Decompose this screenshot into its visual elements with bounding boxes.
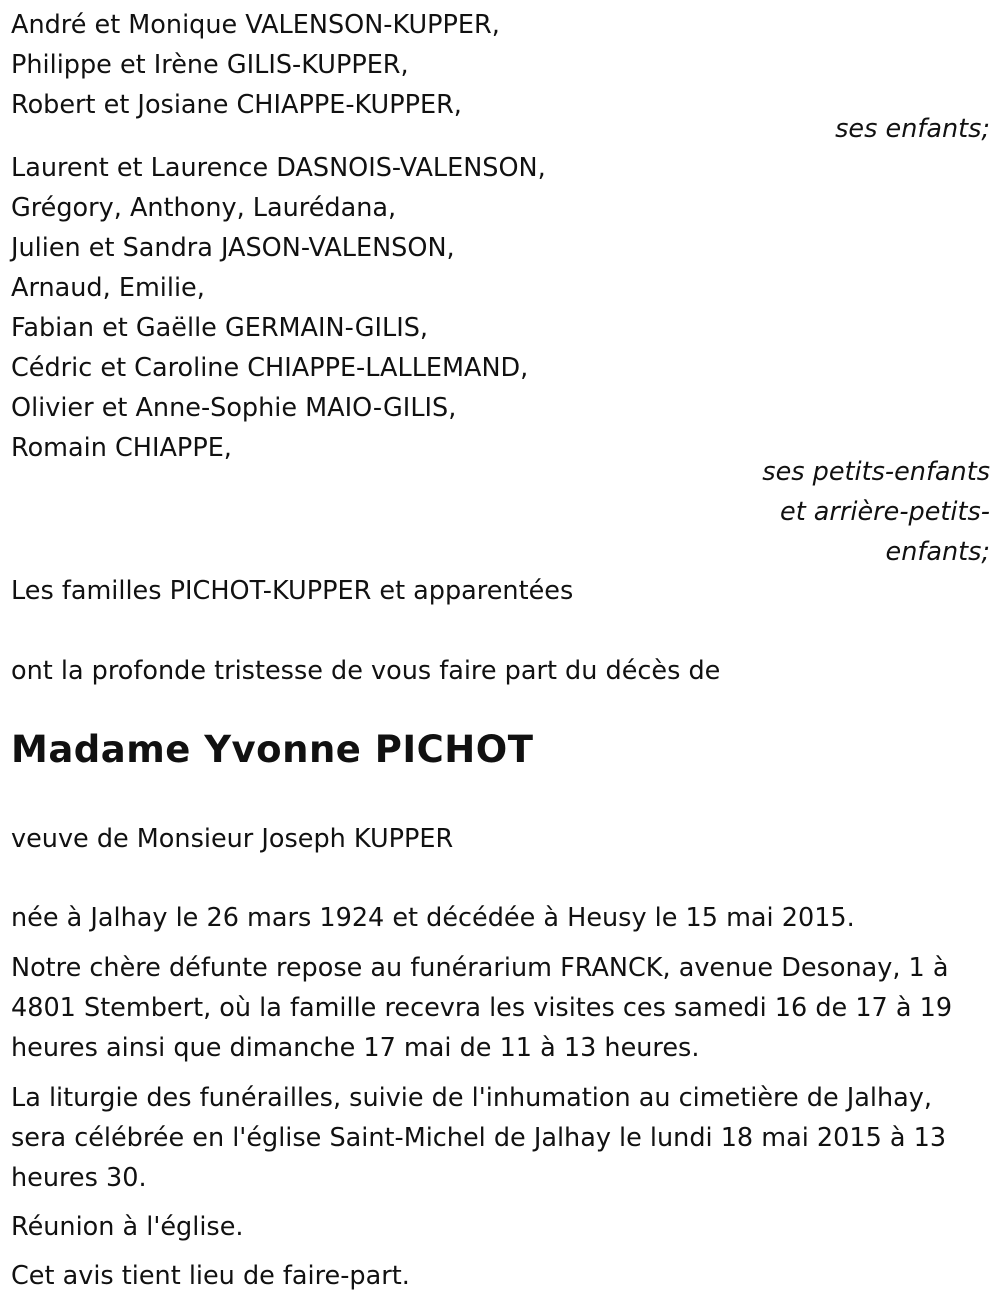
- liturgy-line: heures 30.: [11, 1163, 147, 1193]
- grandchild-line: Romain CHIAPPE,: [11, 433, 232, 463]
- child-line: Robert et Josiane CHIAPPE-KUPPER,: [11, 90, 462, 120]
- grandchildren-caption: ses petits-enfants: [762, 457, 990, 487]
- grandchildren-caption: et arrière-petits-: [780, 497, 990, 527]
- grandchild-line: Fabian et Gaëlle GERMAIN-GILIS,: [11, 313, 429, 343]
- grandchild-line: Cédric et Caroline CHIAPPE-LALLEMAND,: [11, 353, 529, 383]
- liturgy-line: sera célébrée en l'église Saint-Michel de Jalhay le lundi 18 mai 2015 à 13: [11, 1123, 947, 1153]
- notice-line: Cet avis tient lieu de faire-part.: [11, 1261, 410, 1291]
- visitation-line: Notre chère défunte repose au funérarium FRANCK, avenue Desonay, 1 à: [11, 953, 949, 983]
- children-caption: ses enfants;: [835, 114, 990, 144]
- grandchild-line: Olivier et Anne-Sophie MAIO-GILIS,: [11, 393, 457, 423]
- grandchild-line: Grégory, Anthony, Laurédana,: [11, 193, 397, 223]
- widow-of-line: veuve de Monsieur Joseph KUPPER: [11, 824, 454, 854]
- reunion-line: Réunion à l'église.: [11, 1212, 244, 1242]
- grandchild-line: Julien et Sandra JASON-VALENSON,: [11, 233, 455, 263]
- families-line: Les familles PICHOT-KUPPER et apparentées: [11, 576, 574, 606]
- visitation-line: heures ainsi que dimanche 17 mai de 11 à 13 heures.: [11, 1033, 700, 1063]
- grandchild-line: Arnaud, Emilie,: [11, 273, 205, 303]
- announcement-line: ont la profonde tristesse de vous faire part du décès de: [11, 656, 721, 686]
- child-line: André et Monique VALENSON-KUPPER,: [11, 10, 500, 40]
- visitation-line: 4801 Stembert, où la famille recevra les visites ces samedi 16 de 17 à 19: [11, 993, 953, 1023]
- child-line: Philippe et Irène GILIS-KUPPER,: [11, 50, 409, 80]
- grandchild-line: Laurent et Laurence DASNOIS-VALENSON,: [11, 153, 546, 183]
- liturgy-line: La liturgie des funérailles, suivie de l'inhumation au cimetière de Jalhay,: [11, 1083, 932, 1113]
- deceased-name: Madame Yvonne PICHOT: [11, 728, 534, 771]
- grandchildren-caption: enfants;: [885, 537, 990, 567]
- birth-death-line: née à Jalhay le 26 mars 1924 et décédée à Heusy le 15 mai 2015.: [11, 903, 855, 933]
